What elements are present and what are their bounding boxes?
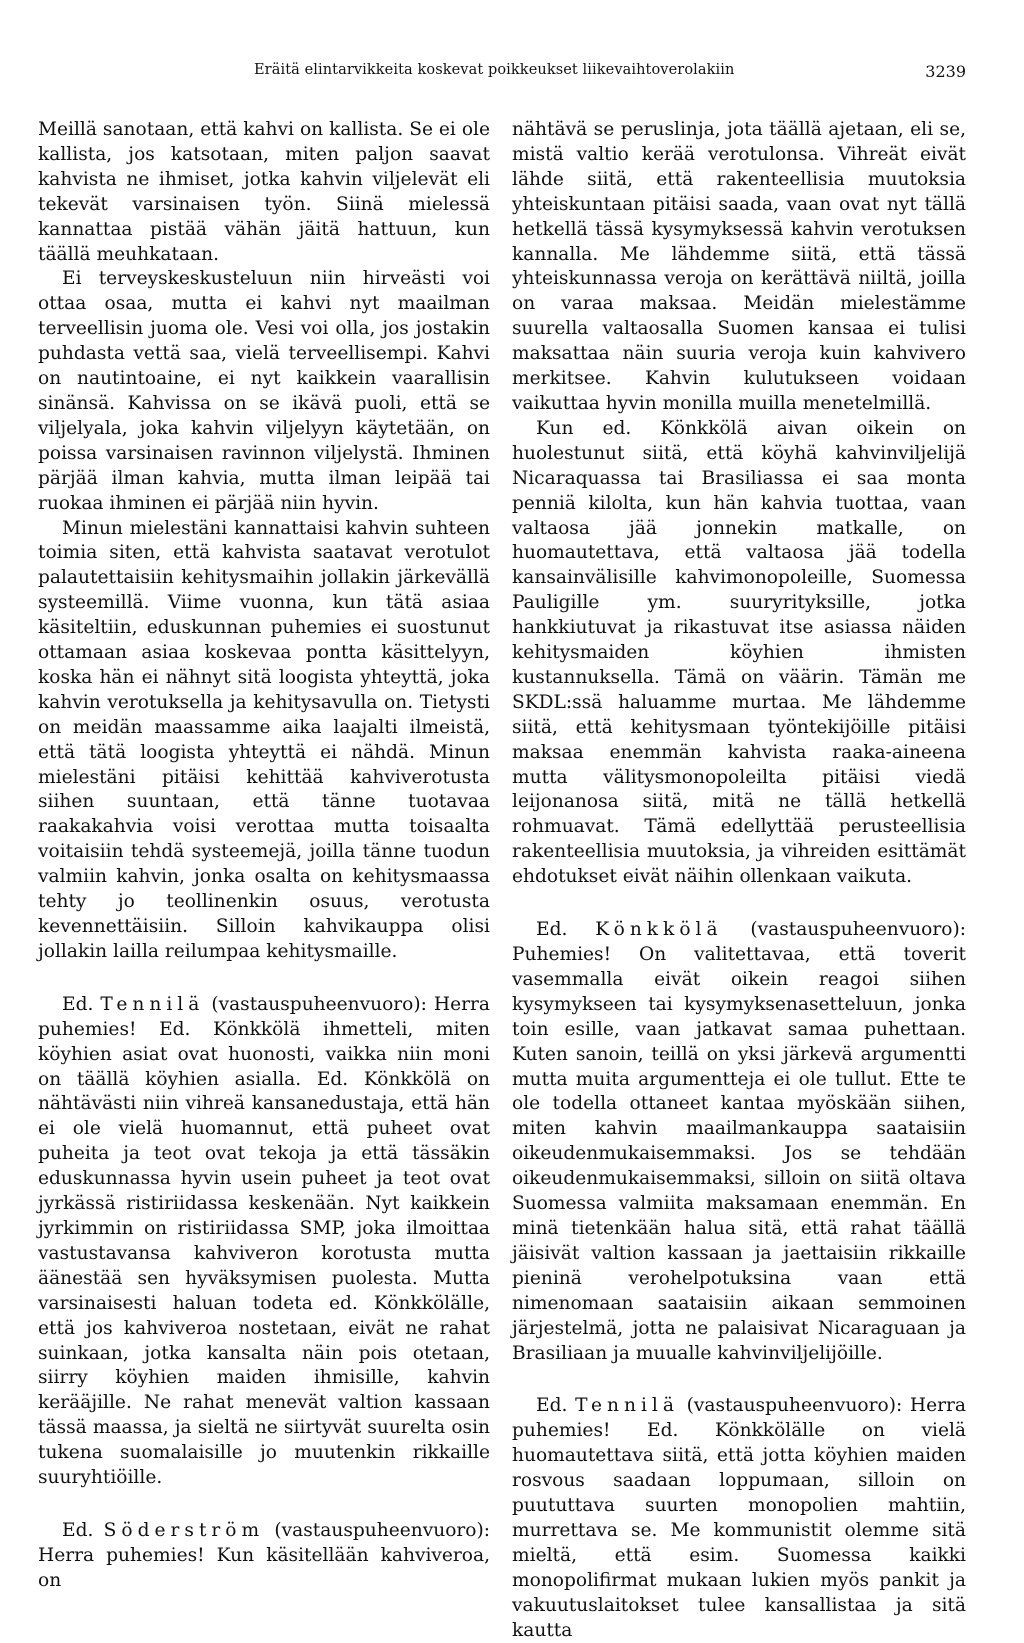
paragraph: Meillä sanotaan, että kahvi on kallista. Se ei ole kallista, jos katsotaan, miten paljon saavat kahvista ne ihmiset, jotka kahvin viljelevät eli tekevät varsinaisen työn. Siinä mielessä kannattaa pistää vähän jäitä hattuun, kun täällä meuhkataan. <box>38 119 490 265</box>
paragraph: Ei terveyskeskusteluun niin hirveästi voi ottaa osaa, mutta ei kahvi nyt maailman terveellisin juoma ole. Vesi voi olla, jos jostakin puhdasta vettä saa, vielä terveellisempi. Kahvi on nautintoaine, ei nyt kaikkein vaarallisin sinänsä. Kahvissa on se ikävä puoli, että se viljelyala, joka kahvin viljelyyn käytetään, on poissa varsinaisen ravinnon viljelystä. Ihminen pärjää ilman kahvia, mutta ilman leipää tai ruokaa ihminen ei pärjää niin hyvin. <box>38 268 490 514</box>
speech-paragraph <box>38 1519 490 1594</box>
speaker-name: Tennilä <box>100 993 205 1015</box>
speech-text: (vastauspuheenvuoro): Herra puhemies! Kun käsitellään kahviveroa, on <box>38 1519 490 1591</box>
right-column <box>512 118 966 1643</box>
speech-paragraph <box>512 1394 966 1643</box>
speaker-name: Könkkölä <box>595 919 723 941</box>
speaker-prefix: Ed. <box>536 1395 568 1417</box>
paragraph: nähtävä se peruslinja, jota täällä ajetaan, eli se, mistä valtio kerää verotulonsa. Vihreät eivät lähde siitä, että rakenteellisia muutoksia yhteiskuntaan pitäisi saada, vaan ovat nyt tällä hetkellä tässä kysymyksessä kahvin verotuksen kannalla. Me lähdemme siitä, että tässä yhteiskunnassa veroja on kerättävä niiltä, joilla on varaa maksaa. Meidän mielestämme suurella valtaosalla Suomen kansaa ei tulisi maksattaa näin suuria veroja kuin kahvivero merkitsee. Kahvin kulutukseen voidaan vaikuttaa hyvin monilla muilla menetelmillä. <box>512 119 966 414</box>
left-column <box>38 118 490 1594</box>
speech-paragraph <box>512 918 966 1366</box>
paragraph: Kun ed. Könkkölä aivan oikein on huolestunut siitä, että köyhä kahvinviljelijä Nicaraquassa tai Brasiliassa ei saa monta penniä kilolta, kun hän kahvia tuottaa, vaan valtaosa jää jonnekin matkalle, on huomautettava, että valtaosa jää todella kansainvälisille kahvimonopoleille, Suomessa Pauligille ym. suuryrityksille, jotka hankkiutuvat ja rikastuvat itse asiassa näiden kehitysmaiden köyhien ihmisten kustannuksella. Tämä on väärin. Tämän me SKDL:ssä haluamme murtaa. Me lähdemme siitä, että kehitysmaan työntekijöille pitäisi maksaa enemmän kahvista raaka-aineena mutta välitysmonopoleilta pitäisi viedä leijonanosa siitä, mitä ne tällä hetkellä rohmuavat. Tämä edellyttää perusteellisia rakenteellisia muutoksia, ja vihreiden esittämät ehdotukset eivät näihin ollenkaan vaikuta. <box>512 417 966 888</box>
speech-text: (vastauspuheenvuoro): Herra puhemies! Ed. Könkkölälle on vielä huomautettava siitä, että jotta köyhien maiden rosvous saadaan loppumaan, silloin on puututtava suurten monopolien mahtiin, murrettava se. Me kommunistit olemme sitä mieltä, että esim. Suomessa kaikki monopolifirmat mukaan lukien myös pankit ja vakuutuslaitokset tulee kansallistaa ja sitä kautta <box>512 1395 966 1641</box>
speaker-prefix: Ed. <box>536 919 568 941</box>
speaker-prefix: Ed. <box>62 1519 94 1541</box>
running-title: Eräitä elintarvikkeita koskevat poikkeukset liikevaihtoverolakiin <box>254 62 735 78</box>
page-number: 3239 <box>925 62 966 81</box>
speaker-prefix: Ed. <box>62 993 94 1015</box>
speech-text: (vastauspuheenvuoro): Herra puhemies! Ed. Könkkölä ihmetteli, miten köyhien asiat ovat huonosti, vaikka niin moni on täällä köyhien asialla. Ed. Könkkölä on nähtävästi niin vihreä kansanedustaja, että hän ei ole vielä huomannut, että puheet ovat puheita ja teot ovat tekoja ja että tässäkin eduskunnassa hyvin usein puheet ja teot ovat jyrkässä ristiriidassa keskenään. Nyt kaikkein jyrkimmin on ristiriidassa SMP, joka ilmoittaa vastustavansa kahviveron korotusta mutta äänestää sen hyväksymisen puolesta. Mutta varsinaisesti haluan todeta ed. Könkkölälle, että jos kahviveroa nostetaan, eivät ne rahat suinkaan, jotka kansalta näin pois otetaan, siirry köyhien maiden ihmisille, kahvin kerääjille. Ne rahat menevät valtion kassaan tässä maassa, ja sieltä ne siirtyvät suurelta osin tukena suomalaisille jo muutenkin rikkaille suuryhtiöille. <box>38 993 490 1489</box>
speaker-name: Tennilä <box>575 1395 679 1417</box>
speech-paragraph <box>38 993 490 1491</box>
speech-text: (vastauspuheenvuoro): Puhemies! On valitettavaa, että toverit vasemmalla eivät oikein reagoi siihen kysymykseen tai kysymyksenasetteluun, jonka toin esille, vaan jatkavat samaa puhettaan. Kuten sanoin, teillä on yksi järkevä argumentti mutta muita argumentteja ei ole tullut. Ette te ole todella ottaneet kantaa myöskään siihen, miten kahvin maailmankauppa saataisiin oikeudenmukaisemmaksi. Jos se tehdään oikeudenmukaisemmaksi, silloin on siitä oltava Suomessa valmiita maksamaan enemmän. En minä tietenkään halua sitä, että rahat täällä jäisivät valtion kassaan ja jaettaisiin rikkaille pieninä verohelpotuksina vaan että nimenomaan saataisiin aikaan semmoinen järjestelmä, jotta ne palaisivat Nicaraguaan ja Brasiliaan ja muualle kahvinviljelijöille. <box>512 919 966 1364</box>
speaker-name: Söderström <box>103 1519 265 1541</box>
paragraph: Minun mielestäni kannattaisi kahvin suhteen toimia siten, että kahvista saatavat verotulot palautettaisiin kehitysmaihin jollakin järkevällä systeemillä. Viime vuonna, kun tätä asiaa käsiteltiin, eduskunnan puhemies ei suostunut ottamaan asiaa koskevaa pontta käsittelyyn, koska hän ei nähnyt sitä loogista yhteyttä, joka kahvin verotuksella ja kehitysavulla on. Tietysti on meidän maassamme aika laajalti ilmeistä, että tätä loogista yhteyttä ei nähdä. Minun mielestäni pitäisi kehittää kahviverotusta siihen suuntaan, että tänne tuotavaa raakakahvia voisi verottaa mutta toisaalta voitaisiin tehdä systeemejä, joilla tänne tuodun valmiin kahvin, jonka osalta on kehitysmaassa tehty jo teollinenkin osuus, verotusta kevennettäisiin. Silloin kahvikauppa olisi jollakin lailla reilumpaa kehitysmaille. <box>38 517 490 962</box>
page-header <box>0 62 1024 86</box>
